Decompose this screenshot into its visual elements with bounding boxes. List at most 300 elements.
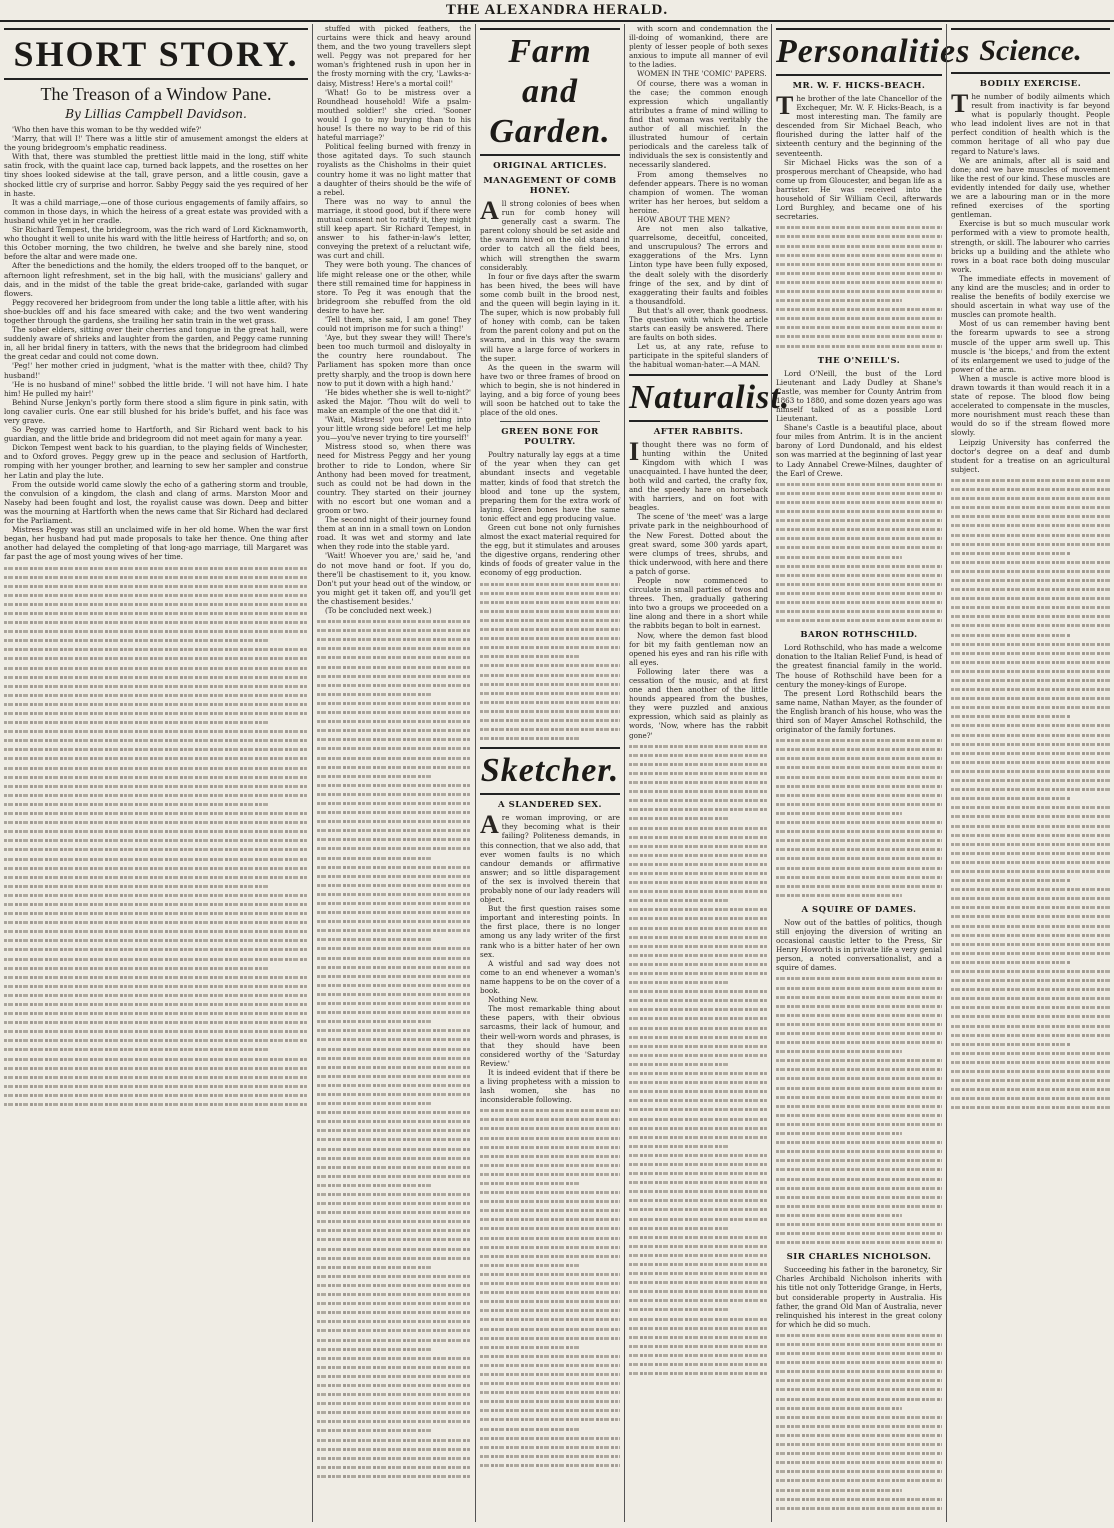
text-line [4,918,308,927]
text-line [317,1099,431,1108]
text-line [951,1094,1110,1103]
text-line [4,773,308,782]
text-line [951,1022,1110,1031]
paragraph: 'Marry, that will I!' There was a little stir of amusement amongst the elders at the young bridegroom's emphatic readiness. [4,134,308,153]
text-line [480,634,620,643]
text-line [629,996,768,1005]
text-line [629,851,768,860]
paragraph: The sober elders, sitting over their cherries and tongue in the great hall, were suddenly aware of shrieks and laughter from the garden, and Peggy came running in, all her bridal finery in tatters, with the news that the bridegroom had climbed the great cedar and could not come down. [4,325,308,362]
section-header-personalities: Personalities [776,28,942,76]
text-line [317,999,471,1008]
text-line [4,800,268,809]
paragraph: Lord O'Neill, the bust of the Lord Lieutenant and Lady Dudley at Shane's Castle, was member for County Antrim from 1863 to 1880, and some dozen years ago was himself talked of as a possible Lord Lieutenant. [776,368,942,424]
text-line [317,1199,471,1208]
text-line [317,744,471,753]
text-line [629,1360,768,1369]
text-line [951,512,1110,521]
paragraph: But that's all over, thank goodness. The question with which the article starts can easily be answered. There are faults on both sides. [629,305,768,343]
text-line [776,864,942,873]
text-line [776,1002,942,1011]
text-line [776,1349,942,1358]
paragraph: Exercise is but so much muscular work performed with a view to promote health, strength, or skill. The labourer who carries bricks up a building and the athlete who rows in a boat race both doing muscular work. [951,219,1110,274]
text-line [317,1408,471,1417]
text-line [629,960,768,969]
text-line [480,1115,620,1124]
text-line [776,1020,942,1029]
text-line [629,1042,768,1051]
text-line [317,1072,471,1081]
text-line [317,1117,471,1126]
paragraph [480,810,620,905]
paragraph: Shane's Castle is a beautiful place, about four miles from Antrim. It is in the ancient barony of Lord Dundonald, and his eldest son was married at the beginning of last year to Lady Annabel Crewe-Milnes, daughter of the Earl of Crewe. [776,423,942,478]
text-line [629,787,768,796]
text-line [480,1443,620,1452]
text-line [317,1245,471,1254]
text-line [776,598,942,607]
text-line [776,1111,942,1120]
text-line [629,742,768,751]
text-line [776,507,942,516]
text-line [317,1126,471,1135]
text-line [776,305,942,314]
text-line [317,1054,471,1063]
section-header-sketcher: Sketcher. [480,747,620,795]
text-line [629,760,768,769]
hicks-beach-body [776,91,942,222]
text-line [629,778,768,787]
text-line [629,1351,768,1360]
text-line [317,1290,471,1299]
text-line [480,1124,620,1133]
text-line [317,1190,471,1199]
paragraph: As the queen in the swarm will have two or three frames of brood on which to begin, she is not hindered in laying, and a big force of young bees will soon be hatched out to take the place of the old ones. [480,362,620,418]
text-line [951,958,1070,967]
paragraph: Lord Rothschild, who has made a welcome donation to the Italian Relief Fund, is head of the greatest financial family in the world. The house of Rothschild have been for a century the money-kings of Europe. [776,643,942,689]
text-line [629,1233,768,1242]
paragraph: Mistress stood so, when there was need for Mistress Peggy and her young brother to ride to London, where Sir Anthony had been moved for treatment, such as could not be had down in the country. They started on their journey with no escort but one woman and a groom or two. [317,442,471,515]
text-line [317,1017,431,1026]
text-line [4,973,308,982]
text-line [951,540,1110,549]
text-line [317,944,471,953]
text-line [629,978,728,987]
paragraph: They were both young. The chances of life might release one or the other, while there still remained time for happiness in store. To Peg it was enough that the bridegroom she rebuffed from the old desire to have her. [317,260,471,315]
text-line [629,1278,768,1287]
naturalist-continuation [629,742,768,1379]
text-line [480,1334,620,1343]
subhead-squire-of-dames: A SQUIRE OF DAMES. [801,904,917,915]
text-line [4,1055,308,1064]
text-line [629,1169,768,1178]
text-line [4,1009,308,1018]
text-line [480,643,620,652]
text-line [629,1078,768,1087]
text-line [951,849,1110,858]
text-line [480,1388,620,1397]
section-header-farm-garden: Farm and Garden. [480,28,620,156]
text-line [317,844,471,853]
text-line [776,984,942,993]
text-line [4,1045,268,1054]
text-line [629,1115,768,1124]
text-line [951,940,1110,949]
text-line [480,1415,620,1424]
text-line [480,1343,580,1352]
paragraph-text: thought there was no form of hunting within the United Kingdom with which I was unacquainted. I have hunted the deer, both wild and carted, the crafty fox, and the speedy hare on horseback with harriers, and on foot with beagles. [629,439,768,513]
drop-cap: A [480,810,499,840]
text-line [776,800,942,809]
text-line [4,627,308,636]
farm-continuation [480,580,620,744]
text-line [480,707,620,716]
text-line [4,664,308,673]
text-line [776,1084,942,1093]
subcolumn-naturalist [624,24,791,1522]
text-line [776,974,942,983]
rothschild-body [776,643,942,734]
text-line [480,1134,620,1143]
paragraph: 'What! Go to be mistress over a Roundhead household! Wife a psalm-mouthed soldier!' she cried. 'Sooner would I go to my burying than to his house! Is there no way to be rid of this hateful marriage?' [317,87,471,143]
text-line [776,1220,942,1229]
paragraph: 'Wait, Mistress! you are getting into your little wrong side before! Let me help you—you've never trying to tire yourself!' [317,415,471,443]
text-line [776,882,942,891]
text-line [480,1243,620,1252]
text-line [776,1395,942,1404]
text-line [776,1211,902,1220]
text-line [4,882,268,891]
subhead-slandered-sex: A SLANDERED SEX. [498,800,602,811]
text-line [629,905,768,914]
text-line [4,673,308,682]
text-line [776,809,902,818]
text-line [317,1345,431,1354]
text-line [480,734,580,743]
text-line [776,1467,942,1476]
paragraph-text: he brother of the late Chancellor of the Exchequer, Mr. W. F. Hicks-Beach, is a most interesting man. The family are descended from Sir Michael Beach, who flourished during the latter half of the sixteenth century and the beginning of the seventeenth. [776,94,942,158]
text-line [776,553,902,562]
text-line [480,689,620,698]
text-line [951,767,1110,776]
text-line [629,1151,768,1160]
paragraph: 'Peg!' her mother cried in judgment, 'what is the matter with thee, child? Thy husband!' [4,361,308,380]
paragraph: It was a child marriage,—one of those curious engagements of family affairs, so common in those days, in which the heiress of a great estate was provided with a husband while yet in her cradle. [4,197,308,225]
subhead-original-articles: ORIGINAL ARTICLES. [493,161,607,171]
text-line [776,1229,942,1238]
text-line [480,1306,620,1315]
text-line [4,691,308,700]
paragraph: People now commenced to circulate in small parties of twos and threes. Then, gradually gathering into two a groups we proceeded on a line along and there in a short while the rabbits began to bolt in earnest. [629,575,768,631]
paragraph: There was no way to annul the marriage, it stood good, but if there were mutual consent not to ratify it, they might still keep apart. Sir Richard Tempest, in answer to his father-in-law's letter, conveying the pretext of a reluctant wife, was curt and chill. [317,196,471,261]
text-line [317,1035,471,1044]
text-line [951,885,1110,894]
nicholson-continuation [776,1331,942,1513]
text-line [480,1452,620,1461]
paragraph: But the first question raises some important and interesting points. In the first place, there is no longer among us any lady writer of the first rank who is a bitter hater of her own sex. [480,904,620,959]
subhead-green-bone: GREEN BONE FOR POULTRY. [501,427,599,448]
text-line [4,682,308,691]
text-line [951,703,1110,712]
text-line [480,680,620,689]
text-line [776,489,942,498]
text-line [951,621,1110,630]
text-line [629,1014,768,1023]
text-line [480,671,620,680]
text-line [4,936,308,945]
section-header-naturalist: Naturalist. [629,374,768,422]
text-line [951,912,1110,921]
text-line [776,1340,942,1349]
text-line [951,1085,1110,1094]
text-line [629,869,768,878]
text-line [4,836,308,845]
text-line [629,1133,768,1142]
text-line [776,1102,942,1111]
oneills-body [776,369,942,478]
text-line [4,654,308,663]
text-line [629,1305,728,1314]
text-line [629,1033,768,1042]
text-line [951,949,1110,958]
paragraph: Political feeling burned with frenzy in those agitated days. To such staunch royalists as the Chisholms in their quiet country home it was no light matter that a daughter of theirs should be the wife of a rebel. [317,142,471,197]
text-line [629,1142,728,1151]
text-line [776,571,942,580]
text-line [629,1224,728,1233]
text-line [951,840,1110,849]
subhead-comb-honey: MANAGEMENT OF COMB HONEY. [483,176,617,196]
text-line [776,827,942,836]
text-line [317,954,471,963]
text-line [951,894,1110,903]
text-line [776,1193,942,1202]
text-line [776,232,942,241]
paragraph [951,89,1110,156]
text-line [776,342,942,351]
text-line [629,1096,768,1105]
text-line [776,562,942,571]
text-line [776,1422,942,1431]
paragraph: It is indeed evident that if there be a living prophetess with a mission to lash women, she has no inconsiderable following. [480,1067,620,1105]
paragraph: Behind Nurse Jenkyn's portly form there stood a slim figure in pink satin, with long cavalier curls. One ear still blushed for his bride's buffet, and his face was very grave. [4,397,308,425]
text-line [951,649,1110,658]
text-line [4,745,308,754]
masthead: THE ALEXANDRA HERALD. [0,0,1114,22]
paragraph: So Peggy was carried home to Hartforth, and Sir Richard went back to his guardian, and the little bride and bridegroom did not meet again for many a year. [4,425,308,444]
paragraph: A wistful and sad way does not come to an end whenever a woman's name happens to be on the cover of a book. [480,958,620,996]
text-line [317,1217,471,1226]
text-line [480,652,580,661]
text-line [317,1336,471,1345]
text-line [951,776,1110,785]
text-line [480,1370,620,1379]
text-line [951,503,1110,512]
text-line [4,700,308,709]
text-line [951,676,1110,685]
text-line [629,842,768,851]
paragraph: The most remarkable thing about these papers, with their obvious sarcasms, their lack of humour, and their well-worn words and phrases, is that they should have been considered worthy of the 'Saturday Review.' [480,1004,620,1068]
hicks-beach-continuation [776,223,942,350]
text-line [4,718,268,727]
text-line [317,863,471,872]
paragraph: Now out of the battles of politics, though still enjoying the diversion of writing an occasional caustic letter to the Press, Sir Henry Howorth is in private life a very genial person, a noted conversationalist, and a squire of dames. [776,917,942,973]
paragraph: Leipzig University has conferred the doctor's degree on a deaf and dumb student for a treatise on an agricultural subject. [951,437,1110,474]
text-line [480,589,620,598]
text-line [629,1242,768,1251]
paragraph: stuffed with picked feathers, the curtains were thick and heavy around them, and the two young travellers slept well. Peggy was not prepared for her woman's frightened rush in upon her in the frosty morning with the cry, 'Lawks-a-daisy, Mistress! Here's a mortal coil!' [317,24,471,88]
paragraph: From the outside world came slowly the echo of a gathering storm and trouble, the convulsion of a kingdom, the clash and clang of arms. Marston Moor and Naseby had been fought and lost, the royalist cause was down. Deep and bitter was the mourning at Hartforth when the news came that Sir Richard had declared for the Parliament. [4,479,308,526]
story-body [4,125,308,562]
text-line [776,1449,942,1458]
text-line [4,727,308,736]
text-line [629,1024,768,1033]
text-line [317,1090,471,1099]
text-line [317,972,471,981]
text-line [951,694,1110,703]
text-line [776,525,942,534]
text-line [629,924,768,933]
paragraph: 'Wait! Whoever you are,' said he, 'and do not move hand or foot. If you do, there'll be chastisement to it, you know. Don't put your head out of the window, or you might get it taken off, and you'll get the chastisement besides.' [317,551,471,606]
paragraph: Green cut bone not only furnishes almost the exact material required for the egg, but it stimulates and arouses the digestive organs, rendering other kinds of foods of greater value in the economy of egg production. [480,523,620,578]
text-line [629,914,768,923]
text-line [317,1308,471,1317]
text-line [776,1431,942,1440]
text-line [317,663,471,672]
text-line [480,698,620,707]
text-line [776,1476,942,1485]
text-line [776,260,942,269]
text-line [776,891,902,900]
text-line [4,1082,308,1091]
text-line [4,818,308,827]
text-line [4,855,308,864]
text-line [776,1120,942,1129]
text-line [629,769,768,778]
text-line [4,754,308,763]
text-line [629,1315,768,1324]
text-line [776,1011,942,1020]
text-line [776,1175,942,1184]
text-line [4,1064,308,1073]
text-line [629,1178,768,1187]
paragraph: The present Lord Rothschild bears the same name, Nathan Mayer, as the founder of the English branch of his house, who was the third son of Mayer Amschel Rothschild, the originator of the family fortunes. [776,688,942,735]
text-line [776,287,942,296]
drop-cap: T [951,89,969,118]
text-line [4,1018,308,1027]
text-line [951,812,1110,821]
text-line [317,672,471,681]
section-header-short-story: SHORT STORY. [4,28,308,80]
text-line [480,725,620,734]
paragraph: 'He bides whether she is well to-night?' asked the Major. 'Thou wilt do well to make an example of the one that did it.' [317,387,471,415]
text-line [317,1399,471,1408]
paragraph: The second night of their journey found them at an inn in a small town on London road. It was wet and stormy and late when they rode into the stable yard. [317,515,471,552]
text-line [776,873,942,882]
text-line [480,1197,620,1206]
text-line [629,969,768,978]
text-line [951,585,1110,594]
comic-papers-body [629,24,768,370]
text-line [629,1215,768,1224]
text-line [629,1251,768,1260]
text-line [317,1326,471,1335]
text-line [776,534,942,543]
text-line [480,580,620,589]
text-line [317,1354,471,1363]
sketcher-body [480,810,620,1105]
text-line [4,1073,308,1082]
text-line [776,1065,942,1074]
story-continuation [4,564,308,1110]
text-line [776,1074,942,1083]
text-line [4,645,308,654]
text-line [951,567,1110,576]
text-line [317,1135,471,1144]
text-line [629,951,768,960]
text-line [317,617,471,626]
text-line [480,1179,580,1188]
text-line [317,754,471,763]
column-story-continued [312,24,475,1522]
text-line [951,667,1110,676]
text-line [317,708,471,717]
text-line [629,1269,768,1278]
text-line [776,1367,942,1376]
text-line [776,251,942,260]
text-line [776,1165,942,1174]
text-line [317,1381,471,1390]
text-line [480,1234,620,1243]
text-line [776,1147,942,1156]
text-line [317,1063,471,1072]
text-line [776,1504,942,1513]
text-line [951,1067,1110,1076]
text-line [480,1252,620,1261]
column-short-story [0,24,312,1522]
text-line [480,1325,620,1334]
text-line [629,824,768,833]
subhead-after-rabbits: AFTER RABBITS. [653,426,744,437]
text-line [776,1385,942,1394]
squire-continuation [776,974,942,1247]
text-line [4,573,308,582]
text-line [317,890,471,899]
text-line [629,1051,768,1060]
text-line [951,1076,1110,1085]
text-line [951,903,1110,912]
text-line [480,1352,620,1361]
text-line [951,1049,1110,1058]
paragraph: with scorn and condemnation the ill-doing of womankind, there are plenty of lesser people of both sexes anxious to impute all manner of evil to the ladies. [629,24,768,70]
text-line [317,653,471,662]
text-line [951,612,1110,621]
text-line [317,917,471,926]
text-line [317,1281,471,1290]
text-line [317,854,431,863]
text-line [317,1045,471,1054]
text-line [951,976,1110,985]
column-personalities [771,24,971,1522]
text-line [317,1181,431,1190]
paragraph: In four or five days after the swarm has been hived, the bees will have some comb built in the brood nest, and the queen will begin laying in it. The super, which is now probably full of honey with comb, can be taken from the parent colony and put on the swarm, and in this way the swarm will have a large force of workers in the super. [480,271,620,363]
text-line [776,1047,902,1056]
text-line [776,854,942,863]
story-byline: By Lillias Campbell Davidson. [65,107,247,121]
drop-cap: A [480,196,499,225]
text-line [776,498,942,507]
naturalist-body [629,436,768,740]
text-line [317,1208,471,1217]
text-line [951,640,1110,649]
text-line [776,278,942,287]
